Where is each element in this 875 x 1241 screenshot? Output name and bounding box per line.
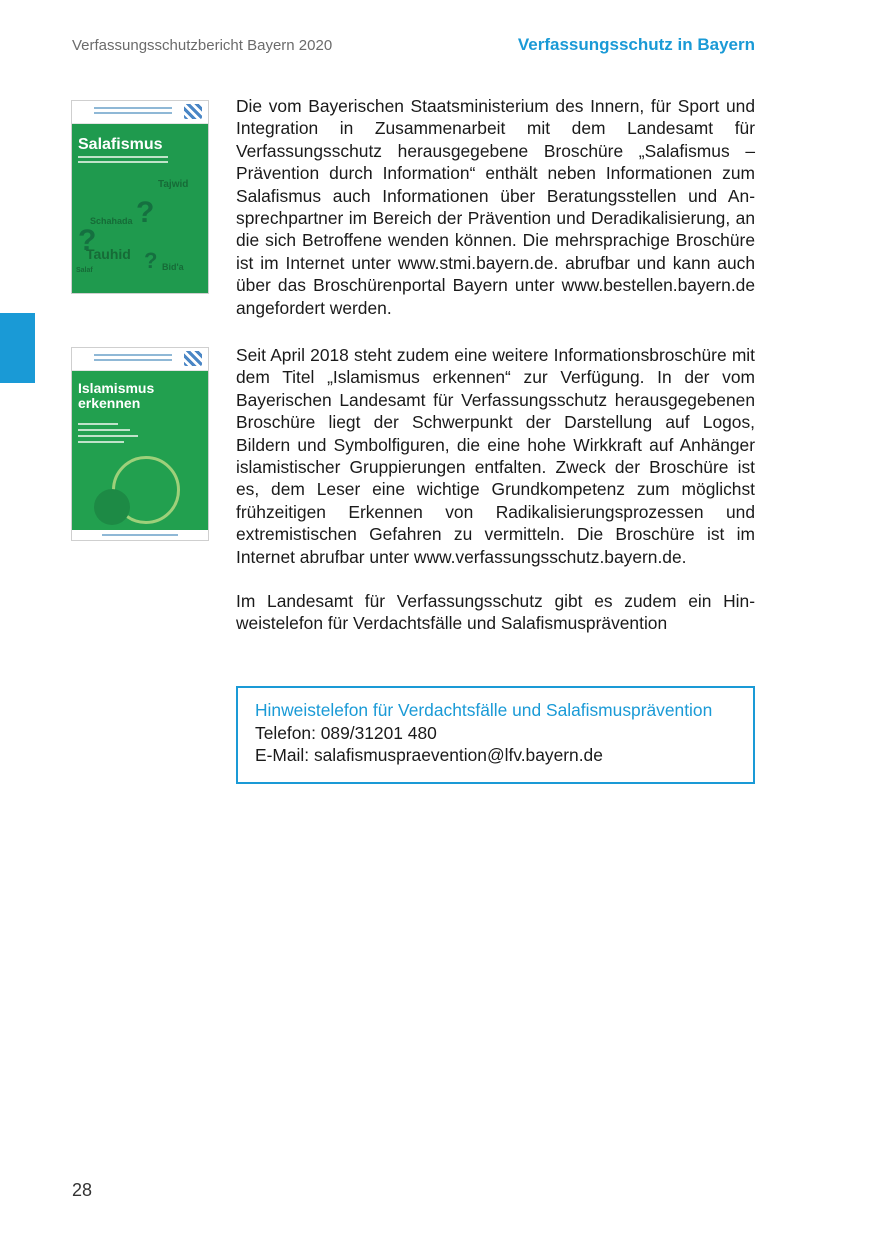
hotline-email: E-Mail: salafismuspraevention@lfv.bayern.de	[255, 745, 603, 765]
cover-word: Tajwid	[158, 179, 189, 190]
bavarian-crest-icon	[184, 351, 202, 366]
cover-green-panel	[72, 371, 208, 530]
cover-title: Salafismus	[78, 136, 163, 153]
brochure-cover-salafismus	[71, 100, 209, 294]
cover-word: Schahada	[90, 216, 133, 226]
page-number: 28	[72, 1180, 93, 1200]
paragraph-islamismus-brochure: Seit April 2018 steht zudem eine weitere Informationsbroschüre mit dem Titel „Islamismus erkennen“ zur Verfügung. In der vom Bayerischen Landesamt für Verfassungsschutz herausgegebenen Broschüre liegt der Schwerpunkt der Darstellung auf Logos, Bildern und Symbolfiguren, die eine hohe Wirkkraft auf Anhänger islamistischer Gruppierungen entfalten. Zweck der Broschüre ist es, dem Leser eine wichtige Grundkompetenz zum möglichst frühzeitigen Erkennen von Radikalisierungsprozessen und extremistischen Gefahren zu vermitteln. Die Broschüre ist im Internet abrufbar unter www.verfassungsschutz.bayern.de.	[236, 345, 755, 567]
cover-word: Salaf	[76, 267, 93, 274]
running-header-chapter-title: Verfassungsschutz in Bayern	[517, 35, 755, 54]
paragraph-salafismus-brochure: Die vom Bayerischen Staatsministerium des Innern, für Sport und Integration in Zusammenarbeit mit dem Landesamt für Verfassungsschutz herausgegebene Broschüre „Salafismus – Prävention durch Information“ enthält neben Informationen zum Salafismus auch Informationen über Beratungsstellen und Ansprechpartner im Bereich der Prävention und Deradikalisierung, an die sich Betroffene wenden können. Die mehrsprachige Broschüre ist im Internet unter www.stmi.bayern.de. abrufbar und kann auch über das Broschürenportal Bayern unter www.bestellen.bayern.de angefordert werden.	[236, 96, 755, 318]
question-mark-icon: ?	[144, 248, 158, 273]
cover-subtitle-lines	[78, 156, 168, 158]
paragraph-hotline-intro: Im Landesamt für Verfassungsschutz gibt es zudem ein Hinweistelefon für Verdachtsfälle und Salafismusprävention	[236, 591, 755, 634]
bavarian-crest-icon	[184, 104, 202, 119]
cover-title: Islamismus erkennen	[78, 380, 155, 411]
seal-emblem-icon	[94, 489, 130, 525]
chapter-side-tab	[0, 313, 35, 383]
brochure-cover-islamismus-erkennen	[71, 347, 209, 541]
cover-office-strip	[72, 348, 208, 371]
cover-footer-strip	[72, 530, 208, 540]
hotline-title: Hinweistelefon für Verdachtsfälle und Salafismusprävention	[255, 700, 713, 720]
cover-word: Bid'a	[162, 262, 184, 272]
cover-word: Tauhid	[86, 246, 131, 262]
cover-ministry-strip	[72, 101, 208, 124]
question-mark-icon: ?	[78, 224, 97, 257]
running-header-report-title: Verfassungsschutzbericht Bayern 2020	[72, 37, 333, 54]
question-mark-icon: ?	[136, 196, 155, 229]
hotline-phone: Telefon: 089/31201 480	[255, 723, 437, 743]
hotline-contact-box	[236, 686, 755, 784]
cover-green-panel	[72, 124, 208, 293]
